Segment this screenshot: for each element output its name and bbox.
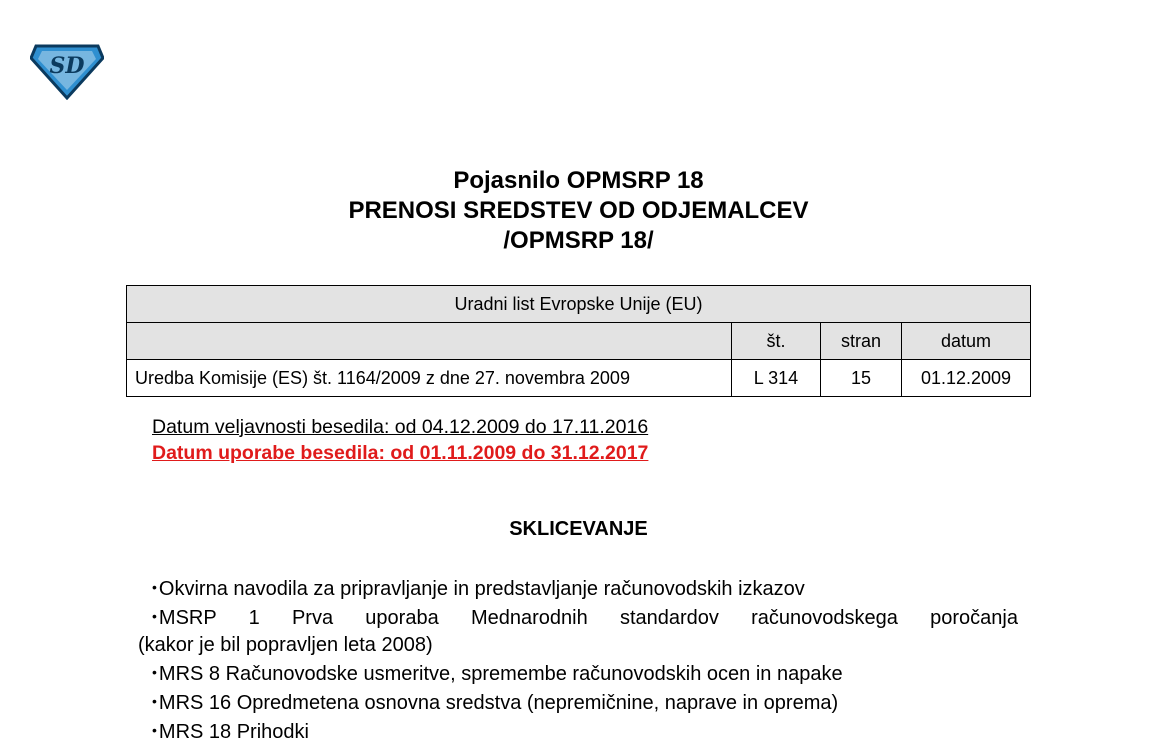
references-heading: SKLICEVANJE: [509, 518, 648, 540]
title-line-1: Pojasnilo OPMSRP 18: [453, 167, 704, 194]
application-date: Datum uporabe besedila: od 01.11.2009 do 31.12.2017: [152, 442, 649, 464]
references-list: [138, 574, 1018, 746]
bullet-icon: •: [152, 722, 157, 738]
header-empty-cell: [127, 323, 732, 360]
header-number: št.: [732, 323, 821, 360]
title-line-2: PRENOSI SREDSTEV OD ODJEMALCEV: [348, 197, 809, 224]
cell-date: 01.12.2009: [902, 360, 1031, 397]
table-caption: Uradni list Evropske Unije (EU): [127, 286, 1031, 323]
validity-dates: [152, 414, 648, 466]
header-page: stran: [821, 323, 902, 360]
list-item: • MRS 8 Računovodske usmeritve, spremembe računovodskih ocen in napake: [152, 663, 843, 685]
bullet-icon: •: [152, 608, 157, 624]
list-item: • MRS 16 Opredmetena osnovna sredstva (nepremičnine, naprave in oprema): [152, 692, 839, 714]
validity-date: Datum veljavnosti besedila: od 04.12.2009 do 17.11.2016: [152, 416, 649, 438]
title-line-3: /OPMSRP 18/: [503, 227, 654, 254]
bullet-icon: •: [152, 664, 157, 680]
sd-shield-logo-icon: [30, 40, 104, 100]
official-journal-table: [126, 285, 1031, 397]
list-item-continuation: (kakor je bil popravljen leta 2008): [138, 634, 433, 656]
logo-lettering: SD: [49, 53, 85, 79]
bullet-icon: •: [152, 693, 157, 709]
header-date: datum: [902, 323, 1031, 360]
cell-number: L 314: [732, 360, 821, 397]
document-title: [0, 166, 1157, 256]
list-item: • MRS 18 Prihodki: [152, 721, 309, 743]
cell-regulation: Uredba Komisije (ES) št. 1164/2009 z dne 27. novembra 2009: [127, 360, 732, 397]
bullet-icon: •: [152, 579, 157, 595]
list-item: • MSRP 1 Prva uporaba Mednarodnih standardov računovodskega poročanja: [152, 607, 1018, 629]
list-item: • Okvirna navodila za pripravljanje in predstavljanje računovodskih izkazov: [152, 578, 805, 600]
cell-page: 15: [821, 360, 902, 397]
